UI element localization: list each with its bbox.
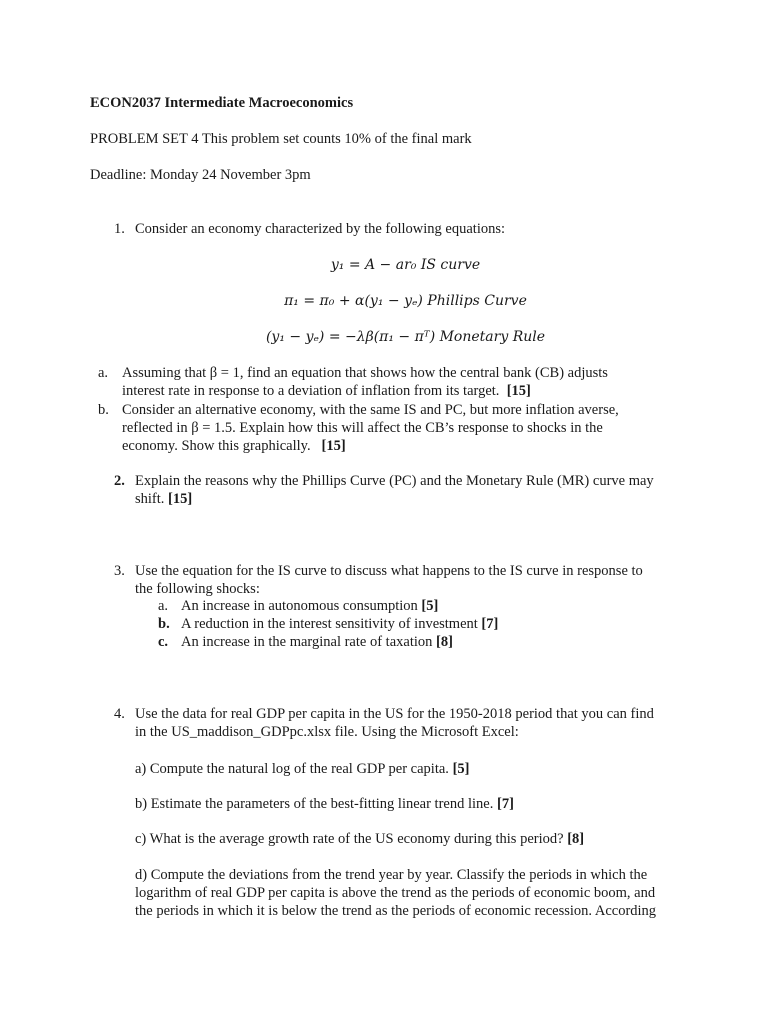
question-text-line: Use the equation for the IS curve to discuss what happens to the IS curve in response to [135, 563, 643, 579]
marks: [8] [567, 831, 585, 847]
question-text-line: the following shocks: [135, 581, 260, 597]
course-title: ECON2037 Intermediate Macroeconomics [90, 95, 354, 111]
part-label: a. [98, 365, 109, 381]
question-text: Consider an economy characterized by the following equations: [135, 221, 506, 237]
part-text-line: the periods in which it is below the trend as the periods of economic recession. According [135, 903, 657, 919]
part-text: A reduction in the interest sensitivity of investment [7] [181, 616, 499, 632]
marks: [7] [481, 616, 499, 632]
question-number: 1. [114, 221, 125, 237]
is-curve-equation: y₁ = A − ar₀ IS curve [330, 257, 481, 273]
phillips-curve-equation: π₁ = π₀ + α(y₁ − yₑ) Phillips Curve [284, 293, 527, 309]
question-number: 2. [114, 473, 125, 489]
part-text-line: economy. Show this graphically. [15] [122, 438, 346, 454]
question-text-line: Use the data for real GDP per capita in the US for the 1950-2018 period that you can find [135, 706, 654, 722]
question-number: 4. [114, 706, 125, 722]
part-text-line: logarithm of real GDP per capita is above the trend as the periods of economic boom, and [135, 885, 656, 901]
question-text-line: Explain the reasons why the Phillips Curve (PC) and the Monetary Rule (MR) curve may [135, 473, 654, 489]
part-text: An increase in autonomous consumption [5] [181, 598, 439, 614]
monetary-rule-equation: (y₁ − yₑ) = −λβ(π₁ − πᵀ) Monetary Rule [265, 329, 546, 345]
question-4c: c) What is the average growth rate of the US economy during this period? [8] [135, 831, 585, 847]
part-label: a. [158, 598, 169, 614]
deadline-line: Deadline: Monday 24 November 3pm [90, 167, 311, 183]
marks: [5] [421, 598, 439, 614]
part-text-line: Consider an alternative economy, with the same IS and PC, but more inflation averse, [122, 402, 619, 418]
marks: [7] [496, 796, 514, 812]
part-label: c. [158, 634, 169, 650]
marks: [15] [168, 491, 193, 507]
question-number: 3. [114, 563, 125, 579]
part-text-line: d) Compute the deviations from the trend year by year. Classify the periods in which the [135, 867, 648, 883]
marks: [15] [506, 383, 531, 399]
marks: [8] [436, 634, 453, 650]
question-text-line: shift. [15] [135, 491, 193, 507]
marks: [15] [321, 438, 346, 454]
question-4a: a) Compute the natural log of the real GDP per capita. [5] [135, 761, 470, 777]
part-text-line: interest rate in response to a deviation of inflation from its target. [15] [122, 383, 531, 399]
part-text: An increase in the marginal rate of taxation [8] [181, 634, 453, 650]
marks: [5] [452, 761, 470, 777]
question-4b: b) Estimate the parameters of the best-fitting linear trend line. [7] [135, 796, 514, 812]
part-text-line: Assuming that β = 1, find an equation that shows how the central bank (CB) adjusts [122, 365, 608, 381]
question-text-line: in the US_maddison_GDPpc.xlsx file. Using the Microsoft Excel: [135, 724, 519, 740]
part-label: b. [98, 402, 109, 418]
problem-set-line: PROBLEM SET 4 This problem set counts 10% of the final mark [90, 131, 472, 147]
part-label: b. [158, 616, 170, 632]
part-text-line: reflected in β = 1.5. Explain how this will affect the CB’s response to shocks in the [122, 420, 603, 436]
